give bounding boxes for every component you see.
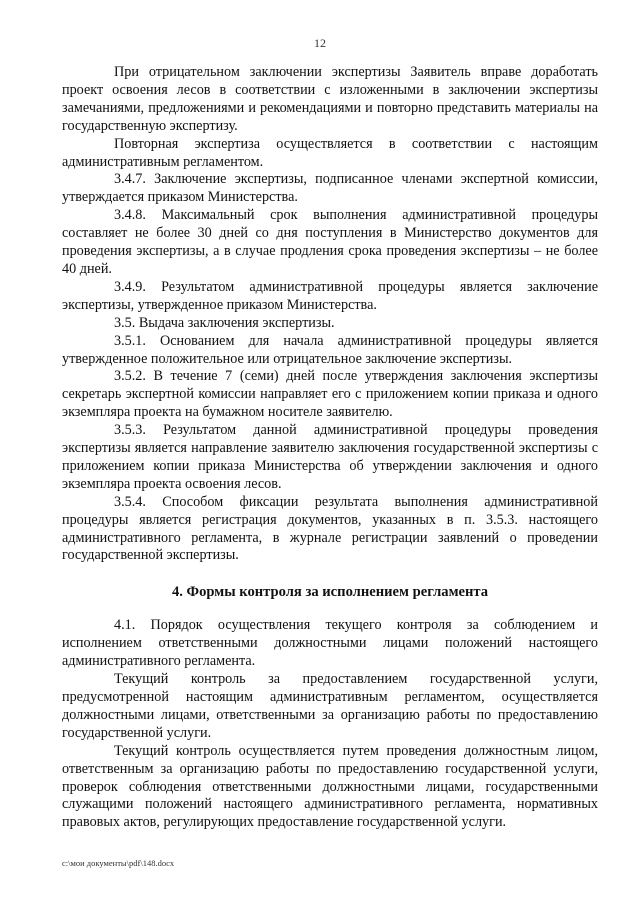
paragraph: 3.4.8. Максимальный срок выполнения административной процедуры составляет не более 30 дней со дня поступления в Министерство документов для проведения экспертизы, а в случае продления срока проведения экспертизы – не более 40 дней. [62,207,598,277]
paragraph: Повторная экспертиза осуществляется в соответствии с настоящим административным регламентом. [62,135,598,170]
paragraph: 3.4.7. Заключение экспертизы, подписанное членами экспертной комиссии, утверждается приказом Министерства. [62,171,598,206]
paragraph: При отрицательном заключении экспертизы Заявитель вправе доработать проект освоения лесов в соответствии с изложенными в заключении экспертизы замечаниями, предложениями и рекомендациями и повторно представить материалы на государственную экспертизу. [62,64,598,134]
paragraph: 3.5.1. Основанием для начала административной процедуры является утвержденное положительное или отрицательное заключение экспертизы. [62,332,598,367]
paragraph: 3.5.2. В течение 7 (семи) дней после утверждения заключения экспертизы секретарь экспертной комиссии направляет его с приложением копии приказа и одного экземпляра проекта на бумажном носителе заявителю. [62,368,598,421]
paragraph: 3.5. Выдача заключения экспертизы. [114,314,335,331]
paragraph: 3.5.3. Результатом данной административной процедуры проведения экспертизы является направление заявителю заключения государственной экспертизы с приложением копии приказа Министерства об утверждении заключения и одного экземпляра проекта освоения лесов. [62,422,598,492]
paragraph: 4.1. Порядок осуществления текущего контроля за соблюдением и исполнением ответственными должностными лицами положений настоящего административного регламента. [62,617,598,670]
footer-file-path: c:\мои документы\pdf\148.docx [62,858,175,868]
paragraph: 3.4.9. Результатом административной процедуры является заключение экспертизы, утвержденное приказом Министерства. [62,278,598,313]
document-body [62,64,598,832]
page-number: 12 [314,36,326,50]
paragraph: Текущий контроль за предоставлением государственной услуги, предусмотренной настоящим административным регламентом, осуществляется должностными лицами, ответственными за организацию работы по предоставлению государственной услуги. [62,671,598,741]
paragraph: 3.5.4. Способом фиксации результата выполнения административной процедуры является регистрация документов, указанных в п. 3.5.3. настоящего административного регламента, в журнале регистрации заявлений о проведении государственной экспертизы. [62,493,598,564]
paragraph: Текущий контроль осуществляется путем проведения должностным лицом, ответственным за организацию работы по предоставлению государственной услуги, проверок соблюдения ответственными должностными лицами, государственными служащими положений настоящего административного регламента, нормативных правовых актов, регулирующих предоставление государственной услуги. [62,742,598,831]
section-heading: 4. Формы контроля за исполнением регламента [171,584,489,601]
